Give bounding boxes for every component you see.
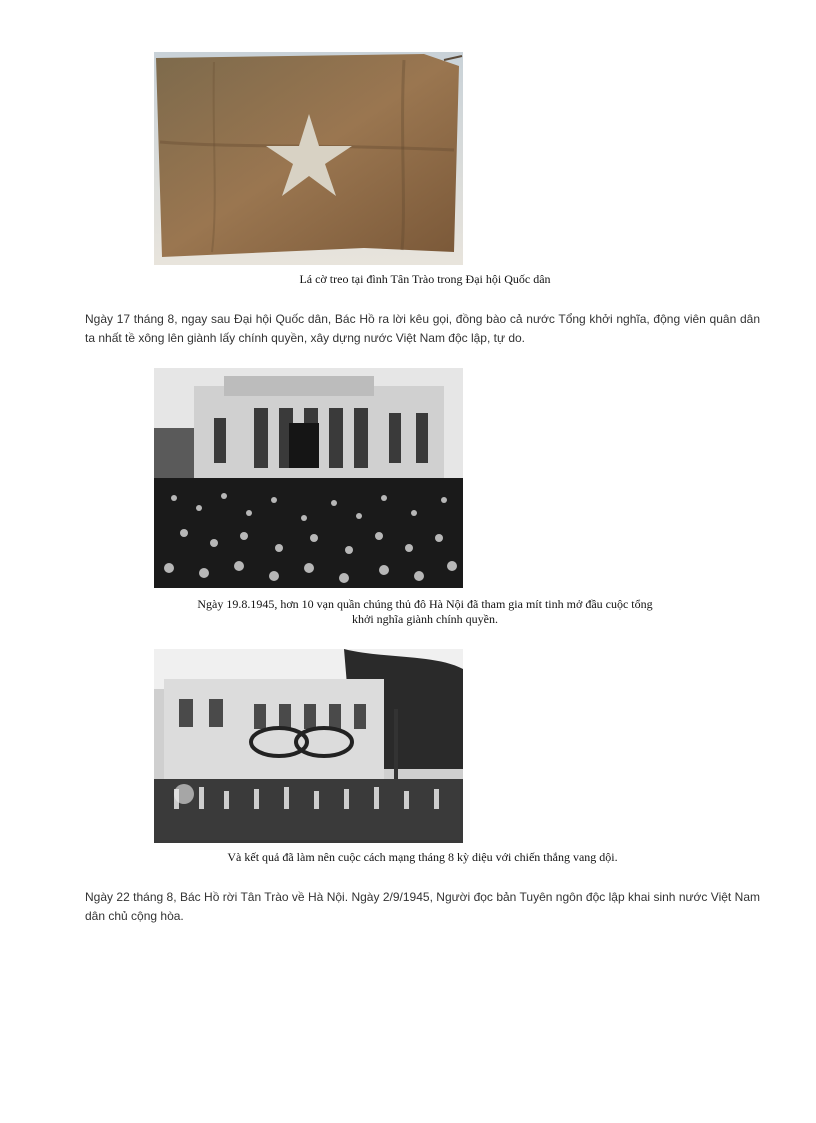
rally-caption-line-1: Ngày 19.8.1945, hơn 10 vạn quần chúng thủ đô Hà Nội đã tham gia mít tinh mở đầu cuộc tổng [197,597,653,611]
paragraph-2: Ngày 22 tháng 8, Bác Hồ rời Tân Trào về Hà Nội. Ngày 2/9/1945, Người đọc bản Tuyên ngôn độc lập khai sinh nước Việt Nam dân chủ cộng hòa. [85,890,760,923]
rally-caption-line-2: khởi nghĩa giành chính quyền. [352,612,498,626]
victory-caption: Và kết quả đã làm nên cuộc cách mạng tháng 8 kỳ diệu với chiến thắng vang dội. [227,850,618,864]
victory-photo [154,649,463,843]
rally-photo [154,368,463,588]
flag-photo [154,52,463,265]
paragraph-1: Ngày 17 tháng 8, ngay sau Đại hội Quốc dân, Bác Hồ ra lời kêu gọi, đồng bào cả nước Tổng khởi nghĩa, động viên quân dân ta nhất tề xông lên giành lấy chính quyền, xây dựng nước Việt Nam độc lập, tự do. [85,312,760,345]
flag-caption: Lá cờ treo tại đình Tân Trào trong Đại hội Quốc dân [299,272,551,286]
